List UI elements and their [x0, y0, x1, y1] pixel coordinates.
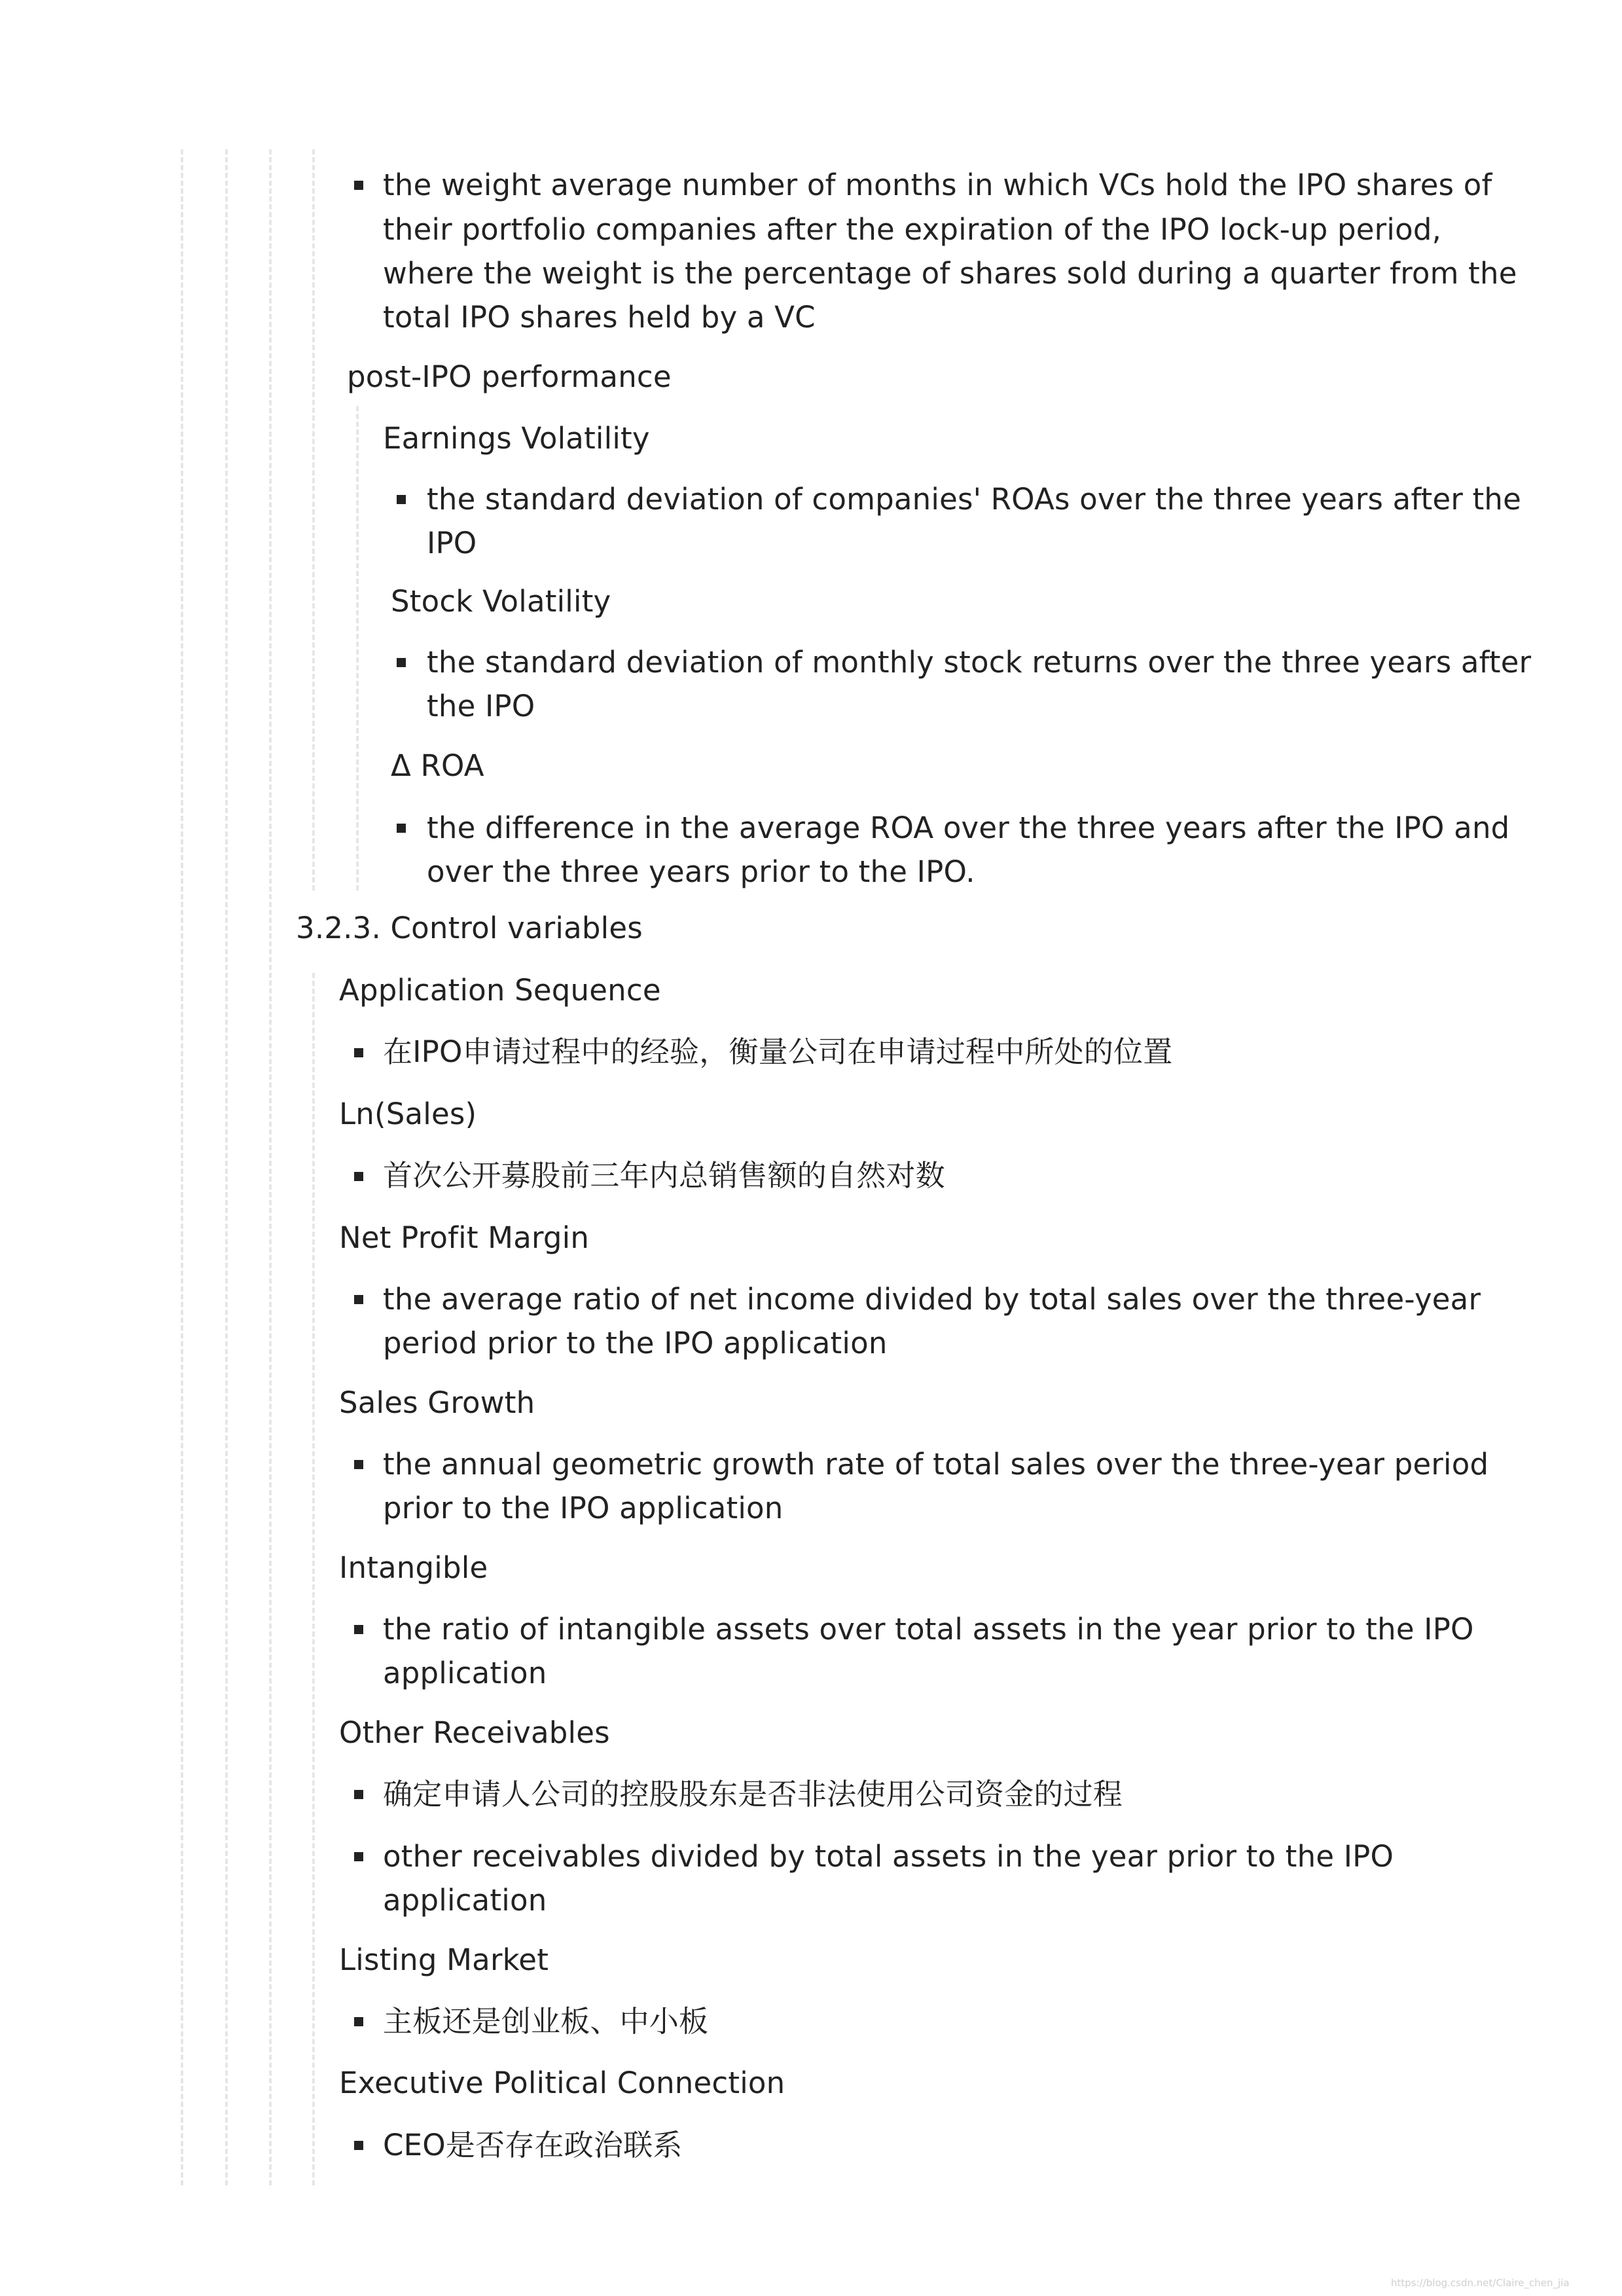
text-line: the difference in the average ROA over the three years after the IPO and	[427, 811, 1510, 845]
heading-application-sequence: Application Sequence	[339, 973, 661, 1008]
heading-other-receivables: Other Receivables	[339, 1715, 610, 1750]
bullet-marker	[354, 181, 363, 190]
bullet-marker	[354, 1625, 363, 1634]
heading-earnings-volatility: Earnings Volatility	[383, 421, 650, 456]
text-line: 在IPO申请过程中的经验，衡量公司在申请过程中所处的位置	[383, 1034, 1173, 1069]
heading-stock-volatility: Stock Volatility	[391, 584, 611, 619]
heading-intangible: Intangible	[339, 1550, 488, 1585]
text-line: the standard deviation of monthly stock returns over the three years after	[427, 645, 1532, 680]
text-line: application	[383, 1883, 547, 1918]
bullet-marker	[397, 495, 406, 504]
text-line: their portfolio companies after the expiration of the IPO lock-up period,	[383, 212, 1442, 247]
indent-guide-3	[269, 149, 272, 2185]
text-line: the ratio of intangible assets over total assets in the year prior to the IPO	[383, 1612, 1474, 1647]
bullet-marker	[354, 1172, 363, 1181]
text-line: total IPO shares held by a VC	[383, 300, 816, 335]
indent-guide-6	[356, 406, 359, 890]
bullet-marker	[397, 824, 406, 833]
text-line: the weight average number of months in which VCs hold the IPO shares of	[383, 168, 1492, 202]
bullet-marker	[354, 1295, 363, 1304]
text-line: 主板还是创业板、中小板	[383, 2004, 709, 2039]
section-heading-control-variables: 3.2.3. Control variables	[296, 911, 643, 945]
indent-guide-2	[225, 149, 228, 2185]
indent-guide-5	[312, 973, 315, 2185]
bullet-marker	[354, 1790, 363, 1799]
text-line: 首次公开募股前三年内总销售额的自然对数	[383, 1158, 945, 1193]
text-line: period prior to the IPO application	[383, 1326, 888, 1360]
text-line: 确定申请人公司的控股股东是否非法使用公司资金的过程	[383, 1777, 1123, 1812]
bullet-marker	[354, 1048, 363, 1057]
text-line: application	[383, 1656, 547, 1690]
text-line: CEO是否存在政治联系	[383, 2128, 683, 2162]
text-line: the annual geometric growth rate of total sales over the three-year period	[383, 1447, 1489, 1482]
text-line: the standard deviation of companies' ROAs over the three years after the	[427, 482, 1522, 517]
heading-executive-political-connection: Executive Political Connection	[339, 2066, 785, 2100]
heading-delta-roa: Δ ROA	[391, 748, 484, 783]
indent-guide-1	[181, 149, 183, 2185]
text-line: IPO	[427, 526, 477, 560]
bullet-marker	[354, 2141, 363, 2150]
bullet-marker	[354, 1852, 363, 1861]
bullet-marker	[397, 658, 406, 667]
bullet-marker	[354, 1460, 363, 1469]
text-line: the average ratio of net income divided by total sales over the three-year	[383, 1282, 1481, 1317]
text-line: prior to the IPO application	[383, 1491, 784, 1525]
indent-guide-4	[312, 149, 315, 890]
text-line: other receivables divided by total assets in the year prior to the IPO	[383, 1839, 1394, 1874]
bullet-marker	[354, 2017, 363, 2026]
heading-net-profit-margin: Net Profit Margin	[339, 1220, 590, 1255]
text-line: over the three years prior to the IPO.	[427, 854, 975, 889]
heading-ln-sales: Ln(Sales)	[339, 1097, 477, 1131]
heading-listing-market: Listing Market	[339, 1942, 549, 1977]
text-line: the IPO	[427, 689, 535, 723]
text-line: where the weight is the percentage of shares sold during a quarter from the	[383, 256, 1517, 291]
heading-post-ipo-performance: post-IPO performance	[347, 359, 672, 394]
watermark-text: https://blog.csdn.net/Claire_chen_jia	[1391, 2277, 1570, 2289]
heading-sales-growth: Sales Growth	[339, 1385, 535, 1420]
